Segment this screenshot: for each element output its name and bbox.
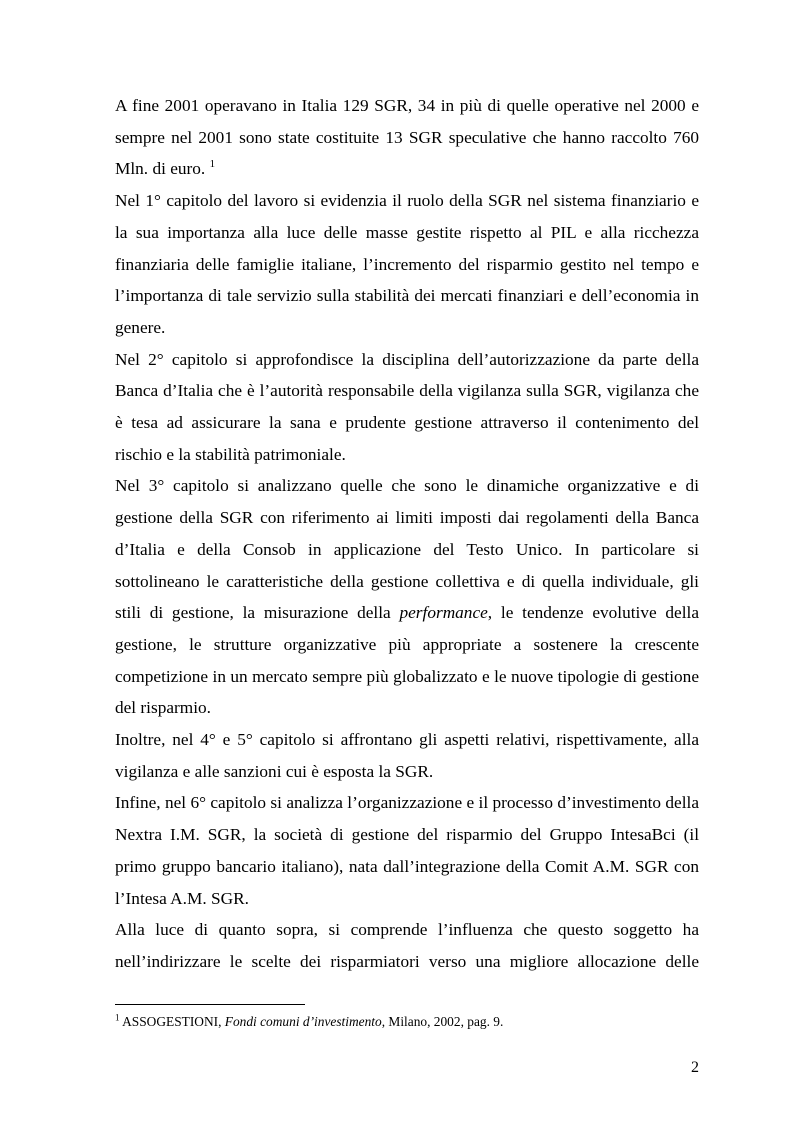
page-number: 2 xyxy=(691,1059,699,1076)
footnote xyxy=(115,1013,699,1031)
paragraph-1-text: A fine 2001 operavano in Italia 129 SGR, 34 in più di quelle operative nel 2000 e sempre nel 2001 sono state costituite 13 SGR speculative che hanno raccolto 760 Mln. di euro. xyxy=(115,96,699,179)
paragraph-4-italic-term: performance xyxy=(399,603,488,623)
paragraph-4 xyxy=(115,470,699,724)
footnote-details: , Milano, 2002, pag. 9. xyxy=(381,1014,504,1029)
footnote-author: ASSOGESTIONI, xyxy=(119,1014,225,1029)
footnote-separator xyxy=(115,1004,305,1005)
paragraph-3: Nel 2° capitolo si approfondisce la disciplina dell’autorizzazione da parte della Banca d’Italia che è l’autorità responsabile della vigilanza sulla SGR, vigilanza che è tesa ad assicurare la sana e prudente gestione attraverso il contenimento del rischio e la stabilità patrimoniale. xyxy=(115,349,699,464)
paragraph-1 xyxy=(115,90,699,185)
footnote-title: Fondi comuni d’investimento xyxy=(224,1014,382,1029)
paragraph-4-text-before: Nel 3° capitolo si analizzano quelle che sono le dinamiche organizzative e di gestione della SGR con riferimento ai limiti imposti dai regolamenti della Banca d’Italia e della Consob in applicazione del Testo Unico. In particolare si sottolineano le caratteristiche della gestione collettiva e di quella individuale, gli stili di gestione, la misurazione della xyxy=(115,476,699,623)
footnote-reference: 1 xyxy=(209,158,216,171)
paragraph-5: Inoltre, nel 4° e 5° capitolo si affrontano gli aspetti relativi, rispettivamente, alla vigilanza e alle sanzioni cui è esposta la SGR. xyxy=(115,730,699,781)
paragraph-7: Alla luce di quanto sopra, si comprende l’influenza che questo soggetto ha nell’indirizzare le scelte dei risparmiatori verso una migliore allocazione delle xyxy=(115,920,699,971)
paragraph-4-text-after: , le tendenze evolutive della gestione, le strutture organizzative più appropriate a sostenere la crescente competizione in un mercato sempre più globalizzato e le nuove tipologie di gestione del risparmio. xyxy=(115,603,700,718)
footnote-number: 1 xyxy=(115,1012,120,1023)
paragraph-2: Nel 1° capitolo del lavoro si evidenzia il ruolo della SGR nel sistema finanziario e la sua importanza alla luce delle masse gestite rispetto al PIL e alla ricchezza finanziaria delle famiglie italiane, l’incremento del risparmio gestito nel tempo e l’importanza di tale servizio sulla stabilità dei mercati finanziari e dell’economia in genere. xyxy=(115,191,699,337)
paragraph-6: Infine, nel 6° capitolo si analizza l’organizzazione e il processo d’investimento della Nextra I.M. SGR, la società di gestione del risparmio del Gruppo IntesaBci (il primo gruppo bancario italiano), nata dall’integrazione della Comit A.M. SGR con l’Intesa A.M. SGR. xyxy=(115,793,699,908)
main-text xyxy=(115,90,699,978)
